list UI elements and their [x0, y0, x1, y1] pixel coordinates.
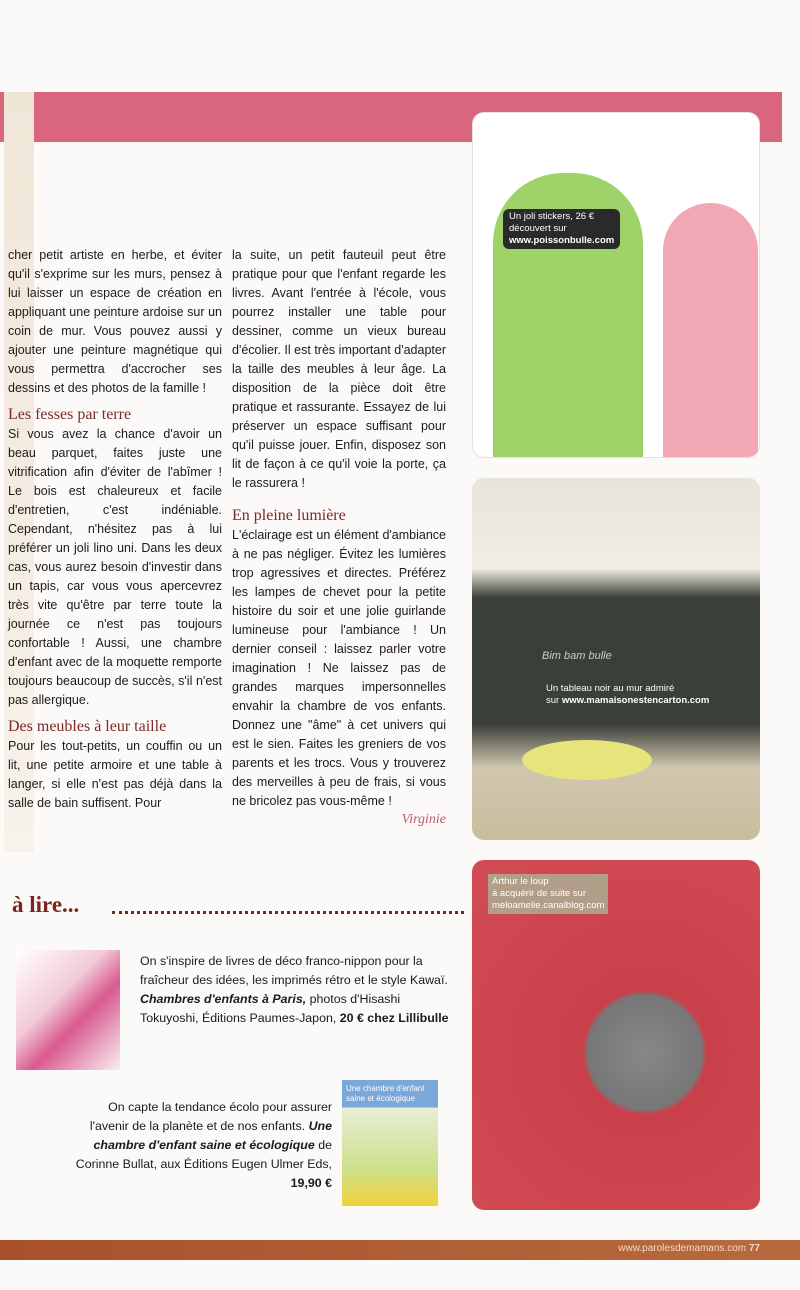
paragraph: la suite, un petit fauteuil peut être pratique pour que l'enfant regarde les livres. Avant l'entrée à l'école, vous pourrez installer une table pour dessiner, comme un vieux bureau d'écolier. Il est très important d'adapter la taille des meubles à leur âge. La disposition de la pièce doit être pratique et rassurante. Essayez de lui préserver un espace suffisant pour qu'il puisse jouer. Enfin, disposez son lit de façon à ce qu'il voie la porte, ça le rassurera ! [232, 248, 446, 490]
caption-text: sur [546, 695, 560, 706]
photo-caption [488, 874, 608, 914]
reading-heading: à lire... [12, 892, 80, 917]
caption-text: à acquérir de suite sur [492, 888, 586, 899]
paragraph: Si vous avez la chance d'avoir un beau parquet, faites juste une vitrification afin d'éviter de l'abîmer ! Le bois est chaleureux et facile d'entretien, c'est indéniable. Cependant, n'hésitez pas à lui préférer un joli lino uni. Dans les deux cas, vous aurez besoin d'investir dans un tapis, car vous vous apercevrez très vite qu'être par terre toute la journée ce n'est pas toujours confortable ! Aussi, une chambre d'enfant avec de la moquette remporte toujours beaucoup de succès, s'il n'est pas allergique. [8, 427, 222, 707]
page-number: 77 [748, 1243, 760, 1254]
chalkboard-writing: Bim bam bulle [542, 650, 612, 662]
caption-text: découvert sur [509, 223, 567, 234]
section-heading: Des meubles à leur taille [8, 718, 167, 735]
paragraph: L'éclairage est un élément d'ambiance à ne pas négliger. Évitez les lumières trop agressives et directes. Préférez les lampes de chevet pour la petite histoire du soir et une jolie guirlande lumineuse pour l'ambiance ! Un dernier conseil : laissez parler votre imagination ! Ne laissez pas de grandes marques impersonnelles envahir la chambre de vos enfants. Donnez une "âme" à cet univers qui est le sien. Faites les greniers de vos parents et les trocs. Vous y trouverez des merveilles à peu de frais, si vous ne bricolez pas vous-même ! [232, 528, 446, 808]
section-heading: En pleine lumière [232, 507, 346, 524]
article-column-1 [8, 246, 222, 813]
book-title: Une chambre d'enfant saine et écologique [93, 1119, 332, 1152]
section-heading: Les fesses par terre [8, 406, 132, 423]
footer-band [0, 1240, 800, 1260]
caption-text: Arthur le loup [492, 876, 549, 887]
book1-description [140, 952, 460, 1028]
book-title: Chambres d'enfants à Paris, [140, 992, 307, 1006]
book-cover-chambre-ecologique [342, 1080, 438, 1206]
caption-text: Un tableau noir au mur admiré [546, 683, 675, 694]
caption-text: Un joli stickers, 26 € [509, 211, 595, 222]
photo-wolf-trophy [472, 860, 760, 1210]
author-signature: Virginie [401, 812, 446, 827]
price: 20 € chez Lillibulle [339, 1011, 449, 1025]
table-illustration [522, 740, 652, 780]
caption-link[interactable]: www.mamaisonestencarton.com [561, 695, 710, 706]
paragraph: cher petit artiste en herbe, et éviter qu'il s'exprime sur les murs, pensez à lui laisser un espace de création en appliquant une peinture ardoise sur un coin de mur. Vous pouvez aussi y ajouter une peinture magnétique qui vous permettra d'accrocher ses dessins et des photos de la famille ! [8, 248, 222, 395]
photo-caption [546, 683, 709, 707]
photo-caption [503, 209, 620, 249]
cover-title: Une chambre d'enfant saine et écologique [346, 1084, 425, 1103]
text: de Corinne Bullat, aux Éditions Eugen Ulmer Eds, [75, 1138, 332, 1171]
caption-link[interactable]: meloamelie.canalblog.com [492, 900, 605, 911]
photo-kokeshi-stickers [472, 112, 760, 458]
dotted-divider [112, 911, 464, 914]
text: photos d'Hisashi Tokuyoshi, Éditions Paumes-Japon, [140, 992, 401, 1025]
book2-description [70, 1098, 332, 1193]
article-column-2 [232, 246, 446, 829]
book-cover-chambres-paris [16, 950, 120, 1070]
footer-website [618, 1243, 760, 1254]
caption-link[interactable]: www.poissonbulle.com [509, 235, 615, 246]
price: 19,90 € [290, 1176, 332, 1190]
sticker-doll-illustration [663, 203, 758, 458]
text: On capte la tendance écolo pour assurer l'avenir de la planète et de nos enfants. [89, 1100, 332, 1133]
text: On s'inspire de livres de déco franco-nippon pour la fraîcheur des idées, les imprimés rétro et le style Kawaï. [140, 954, 448, 987]
paragraph: Pour les tout-petits, un couffin ou un lit, une petite armoire et une table à langer, si elle n'est pas déjà dans la salle de bain suffisent. Pour [8, 739, 222, 810]
website: www.parolesdemamans.com [618, 1243, 747, 1254]
photo-chalkboard [472, 478, 760, 840]
